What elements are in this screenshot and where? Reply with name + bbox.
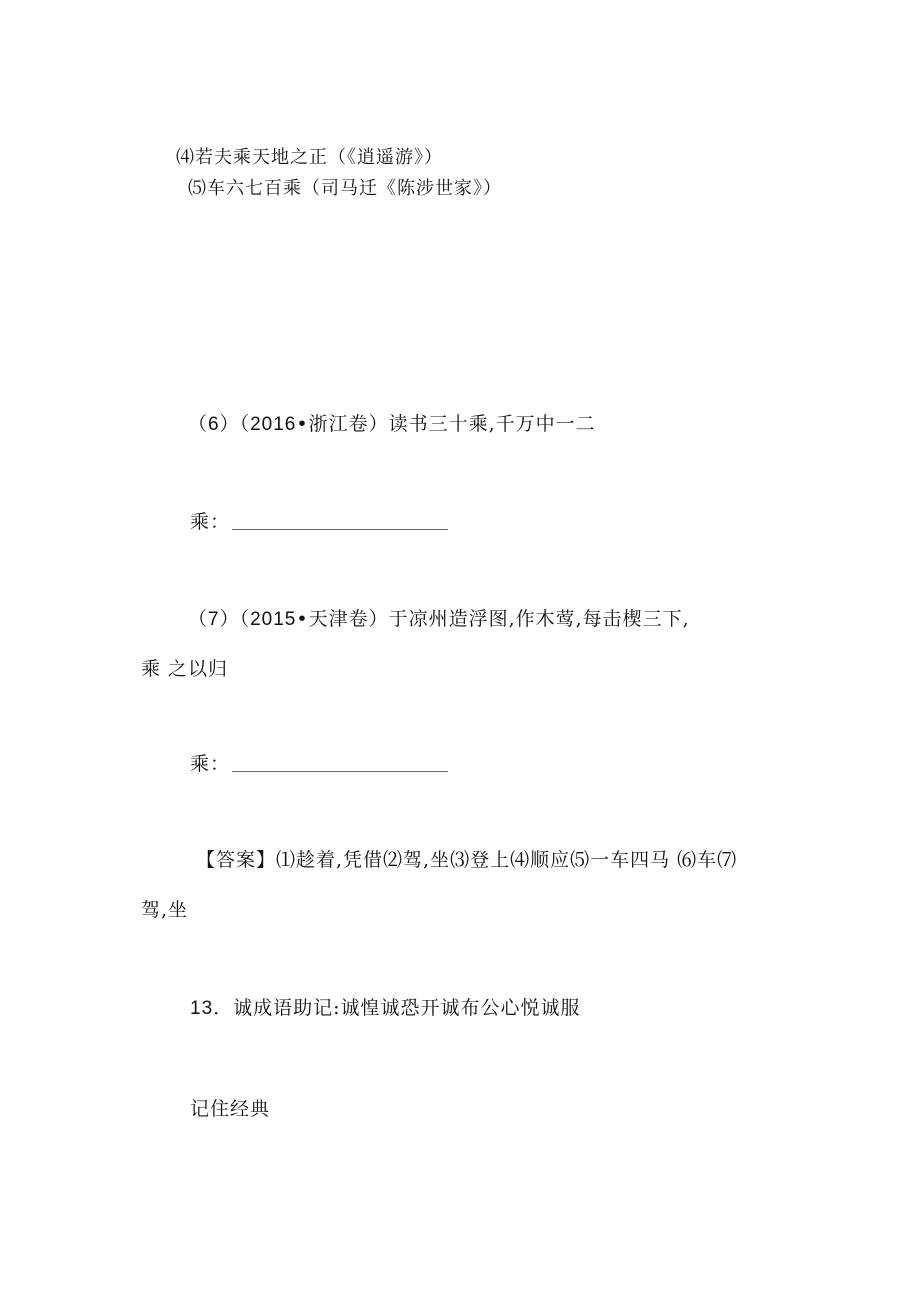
item-7-answer-blank[interactable] bbox=[232, 770, 448, 772]
item-7-source-name: •天津卷） bbox=[296, 608, 389, 630]
item-6-source-year: （2016 bbox=[239, 414, 297, 435]
item-7-number: （7） bbox=[188, 609, 240, 630]
section-title bbox=[190, 1097, 270, 1121]
item-7-text-cont: 乘 之以归 bbox=[141, 658, 229, 680]
answer-continuation bbox=[141, 898, 188, 922]
item-7-source-year: （2015 bbox=[239, 609, 297, 630]
item-6-answer-label: 乘： bbox=[190, 511, 231, 533]
item-6-text: 读书三十乘,千万中一二 bbox=[388, 413, 596, 435]
item-6-answer bbox=[190, 510, 448, 534]
answer-line-1: ⑴趁着,凭借⑵驾,坐⑶登上⑷顺应⑸一车四马 ⑹车⑺ bbox=[276, 849, 738, 871]
item-6-number: （6） bbox=[188, 414, 240, 435]
answer-block bbox=[196, 848, 737, 872]
item-6 bbox=[188, 412, 596, 437]
item-5 bbox=[188, 177, 502, 201]
question-13 bbox=[190, 996, 581, 1021]
answer-line-2: 驾,坐 bbox=[141, 899, 189, 921]
item-5-text: ⑸车六七百乘（司马迁《陈涉世家》） bbox=[188, 178, 502, 199]
item-7-answer bbox=[190, 752, 448, 776]
question-13-text: ．诚成语助记:诚惶诚恐开诚布公心悦诚服 bbox=[213, 997, 581, 1019]
section-title-text: 记住经典 bbox=[190, 1098, 271, 1120]
item-6-answer-blank[interactable] bbox=[232, 528, 448, 530]
item-7-answer-label: 乘： bbox=[190, 753, 231, 775]
item-6-source-name: •浙江卷） bbox=[296, 413, 389, 435]
item-7-continuation bbox=[141, 657, 228, 681]
item-4-text: ⑷若夫乘天地之正（《逍遥游》） bbox=[176, 147, 443, 168]
item-7-text: 于凉州造浮图,作木莺,每击楔三下, bbox=[388, 608, 690, 630]
question-13-number: 13 bbox=[190, 998, 214, 1019]
item-4 bbox=[176, 146, 443, 170]
answer-label: 【答案】 bbox=[196, 849, 277, 871]
item-7 bbox=[188, 607, 690, 632]
